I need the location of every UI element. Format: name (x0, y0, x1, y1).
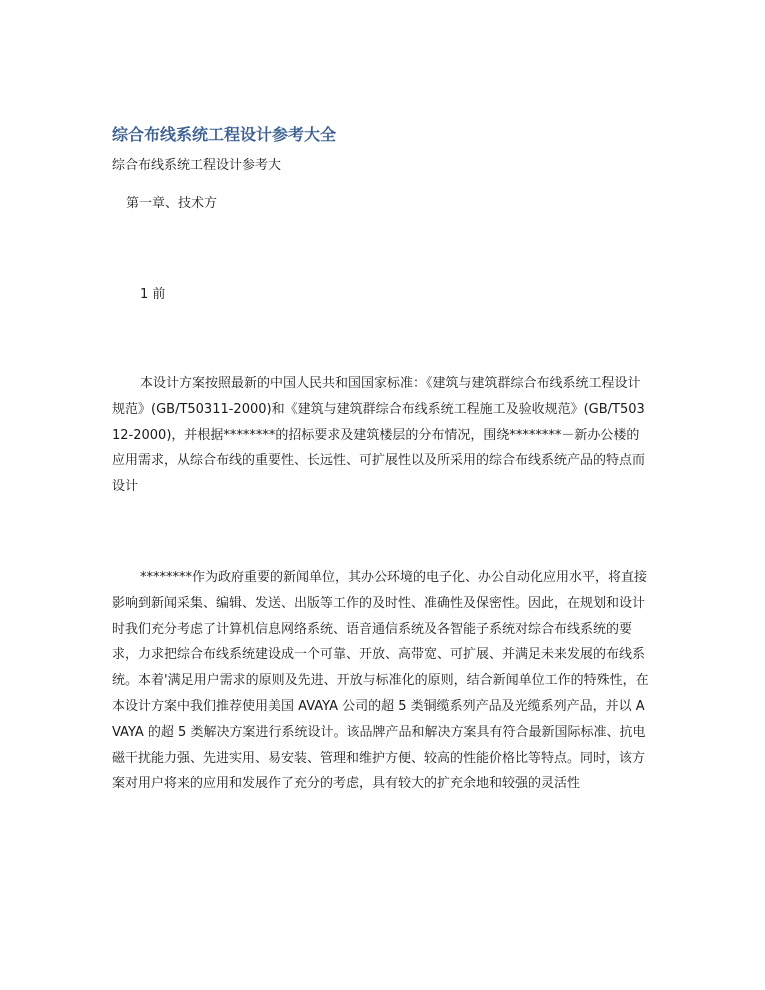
document-subtitle: 综合布线系统工程设计参考大 (112, 158, 282, 173)
section-heading: 1 前 (140, 287, 166, 302)
body-paragraph: 本设计方案按照最新的中国人民共和国国家标准：《建筑与建筑群综合布线系统工程设计规范》(GB/T50311-2000)和《建筑与建筑群综合布线系统工程施工及验收规范》(GB/T50312-2000)，并根据********的招标要求及建筑楼层的分布情况，围绕********－新办公楼的应用需求，从综合布线的重要性、长远性、可扩展性以及所采用的综合布线系统产品的特点而设计 (112, 376, 646, 495)
body-paragraph: ********作为政府重要的新闻单位，其办公环境的电子化、办公自动化应用水平，将直接影响到新闻采集、编辑、发送、出版等工作的及时性、准确性及保密性。因此，在规划和设计时我们充分考虑了计算机信息网络系统、语音通信系统及各智能子系统对综合布线系统的要求，力求把综合布线系统建设成一个可靠、开放、高带宽、可扩展、并满足未来发展的布线系统。本着'满足用户需求的原则及先进、开放与标准化的原则，结合新闻单位工作的特殊性，在本设计方案中我们推荐使用美国 AVAYA 公司的超 5 类铜缆系列产品及光缆系列产品，并以 AVAYA 的超 5 类解决方案进行系统设计。该品牌产品和解决方案具有符合最新国际标准、抗电磁干扰能力强、先进实用、易安装、管理和维护方便、较高的性能价格比等特点。同时，该方案对用户将来的应用和发展作了充分的考虑，具有较大的扩充余地和较强的灵活性 (112, 570, 649, 792)
chapter-heading: 第一章、技术方 (126, 196, 218, 211)
document-title: 综合布线系统工程设计参考大全 (112, 125, 337, 144)
